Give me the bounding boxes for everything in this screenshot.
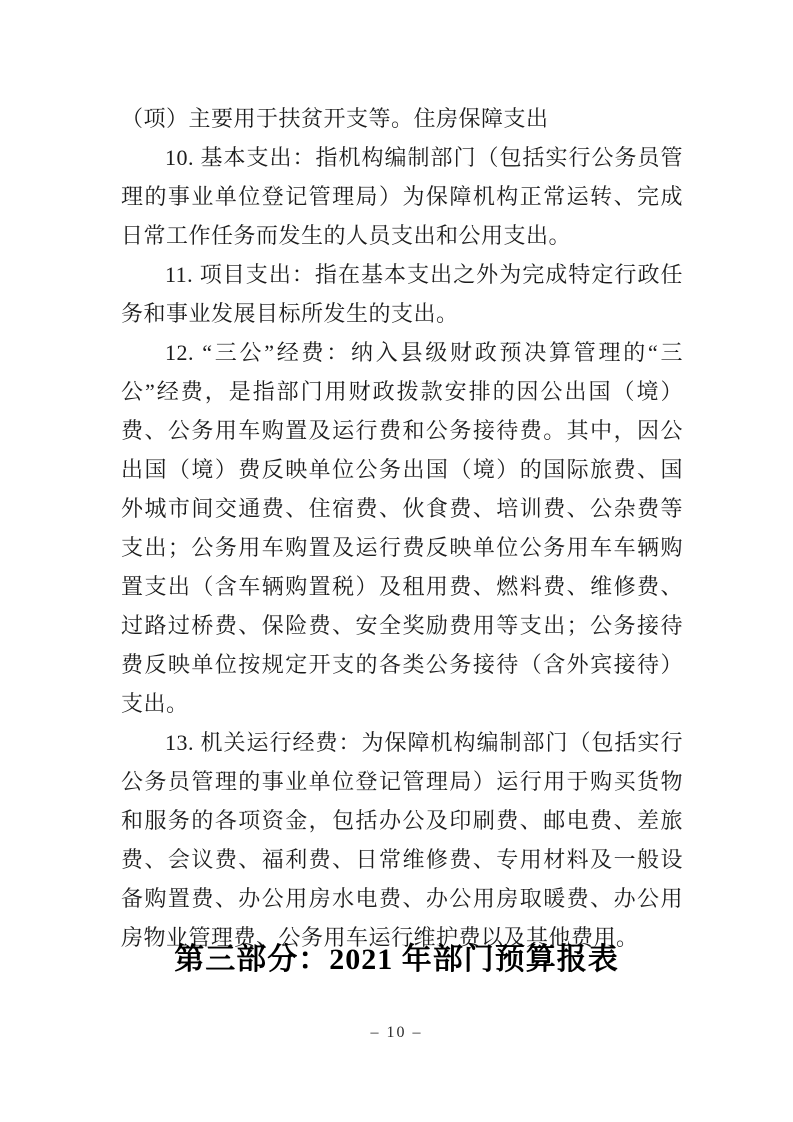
paragraph-11-project-expenditure: 11. 项目支出：指在基本支出之外为完成特定行政任务和事业发展目标所发生的支出。 <box>121 262 683 326</box>
section-heading: 第三部分：2021 年部门预算报表 <box>174 943 619 976</box>
paragraph-12-three-public-funds: 12. “三公”经费：纳入县级财政预决算管理的“三公”经费，是指部门用财政拨款安排的因公出国（境）费、公务用车购置及运行费和公务接待费。其中，因公出国（境）费反映单位公务出国（境）的国际旅费、国外城市间交通费、住宿费、伙食费、培训费、公杂费等支出；公务用车购置及运行费反映单位公务用车车辆购置支出（含车辆购置税）及租用费、燃料费、维修费、过路过桥费、保险费、安全奖励费用等支出；公务接待费反映单位按规定开支的各类公务接待（含外宾接待）支出。 <box>121 340 683 716</box>
page-number: – 10 – <box>370 1024 423 1041</box>
paragraph-10-basic-expenditure: 10. 基本支出：指机构编制部门（包括实行公务员管理的事业单位登记管理局）为保障机构正常运转、完成日常工作任务而发生的人员支出和公用支出。 <box>121 145 683 248</box>
body-text-block <box>121 99 683 957</box>
continuation-line: （项）主要用于扶贫开支等。住房保障支出 <box>121 106 549 131</box>
paragraph-13-agency-operating-funds: 13. 机关运行经费：为保障机构编制部门（包括实行公务员管理的事业单位登记管理局）运行用于购买货物和服务的各项资金，包括办公及印刷费、邮电费、差旅费、会议费、福利费、日常维修费、专用材料及一般设备购置费、办公用房水电费、办公用房取暖费、办公用房物业管理费、公务用车运行维护费以及其他费用。 <box>121 730 683 950</box>
